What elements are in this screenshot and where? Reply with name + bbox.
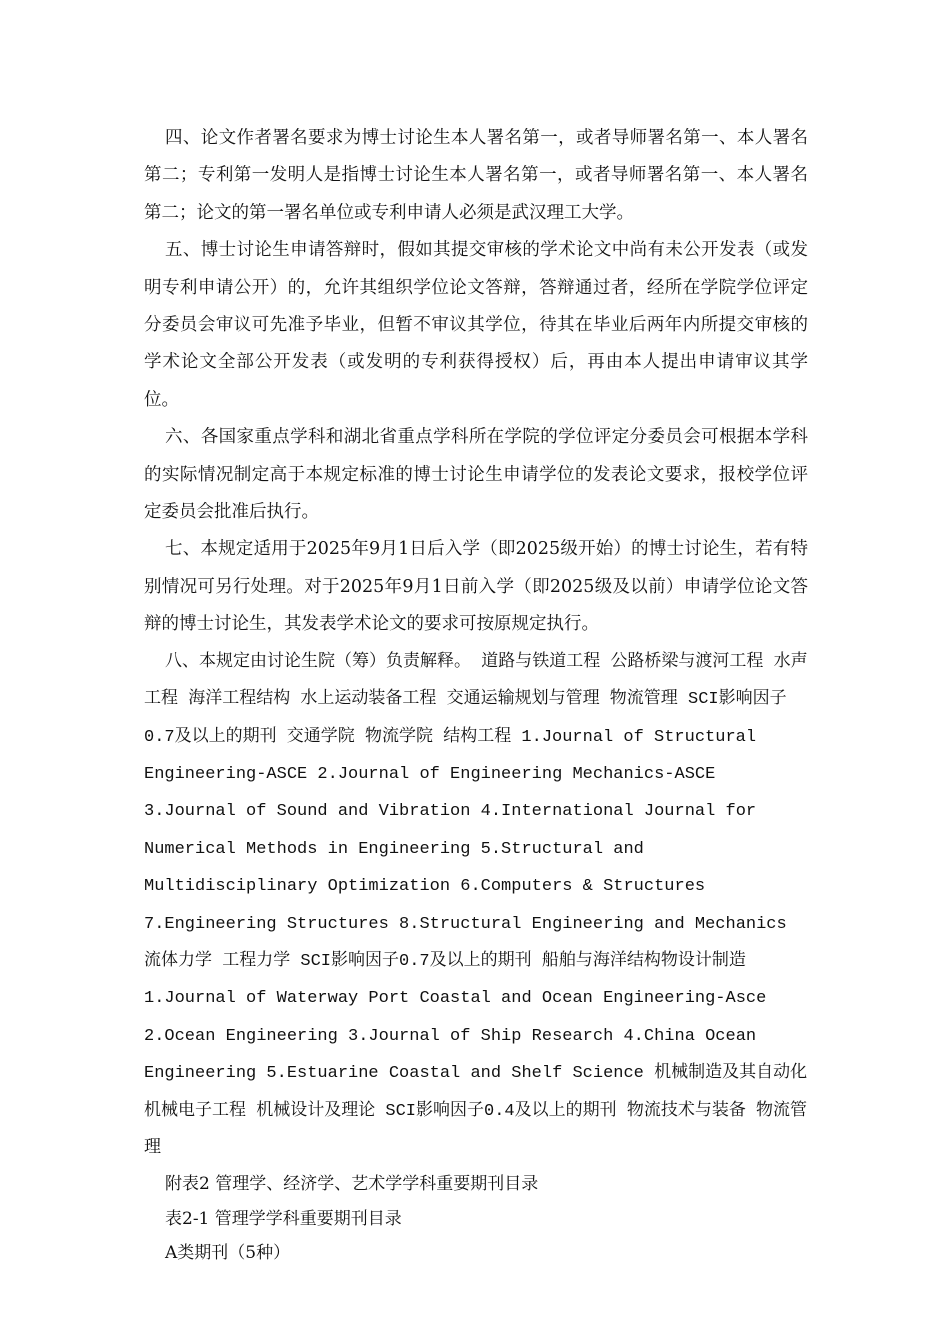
document-body: [144, 120, 808, 1271]
paragraph-5: 五、博士讨论生申请答辩时，假如其提交审核的学术论文中尚有未公开发表（或发明专利申请公开）的，允许其组织学位论文答辩，答辩通过者，经所在学院学位评定分委员会审议可先准予毕业，但暂不审议其学位，待其在毕业后两年内所提交审核的学术论文全部公开发表（或发明的专利获得授权）后，再由本人提出申请审议其学位。: [144, 240, 808, 410]
paragraph-6: 六、各国家重点学科和湖北省重点学科所在学院的学位评定分委员会可根据本学科的实际情况制定高于本规定标准的博士讨论生申请学位的发表论文要求，报校学位评定委员会批准后执行。: [144, 427, 808, 523]
appendix-title: 附表2 管理学、经济学、艺术学学科重要期刊目录: [165, 1174, 539, 1195]
paragraph-4: 四、论文作者署名要求为博士讨论生本人署名第一，或者导师署名第一、本人署名第二；专利第一发明人是指博士讨论生本人署名第一，或者导师署名第一、本人署名第二；论文的第一署名单位或专利申请人必须是武汉理工大学。: [144, 128, 808, 223]
category-label: A类期刊（5种）: [165, 1243, 291, 1264]
paragraph-7: 七、本规定适用于2025年9月1日后入学（即2025级开始）的博士讨论生，若有特别情况可另行处理。对于2025年9月1日前入学（即2025级及以前）申请学位论文答辩的博士讨论生，其发表学术论文的要求可按原规定执行。: [144, 539, 808, 635]
paragraph-8-journal-list: 八、本规定由讨论生院（筹）负责解释。 道路与铁道工程 公路桥梁与渡河工程 水声工程 海洋工程结构 水上运动装备工程 交通运输规划与管理 物流管理 SCI影响因子0.7及以上的期刊 交通学院 物流学院 结构工程 1.Journal of Structural Engineering-ASCE 2.Journal of Engineering Mechanics-ASCE 3.Journal of Sound and Vibration 4.International Journal for Numerical Methods in Engineering 5.Structural and Multidisciplinary Optimization 6.Computers & Structures 7.Engineering Structures 8.Structural Engineering and Mechanics 流体力学 工程力学 SCI影响因子0.7及以上的期刊 船舶与海洋结构物设计制造 1.Journal of Waterway Port Coastal and Ocean Engineering-Asce 2.Ocean Engineering 3.Journal of Ship Research 4.China Ocean Engineering 5.Estuarine Coastal and Shelf Science 机械制造及其自动化 机械电子工程 机械设计及理论 SCI影响因子0.4及以上的期刊 物流技术与装备 物流管理: [144, 652, 808, 1158]
table-title: 表2-1 管理学学科重要期刊目录: [165, 1208, 402, 1229]
